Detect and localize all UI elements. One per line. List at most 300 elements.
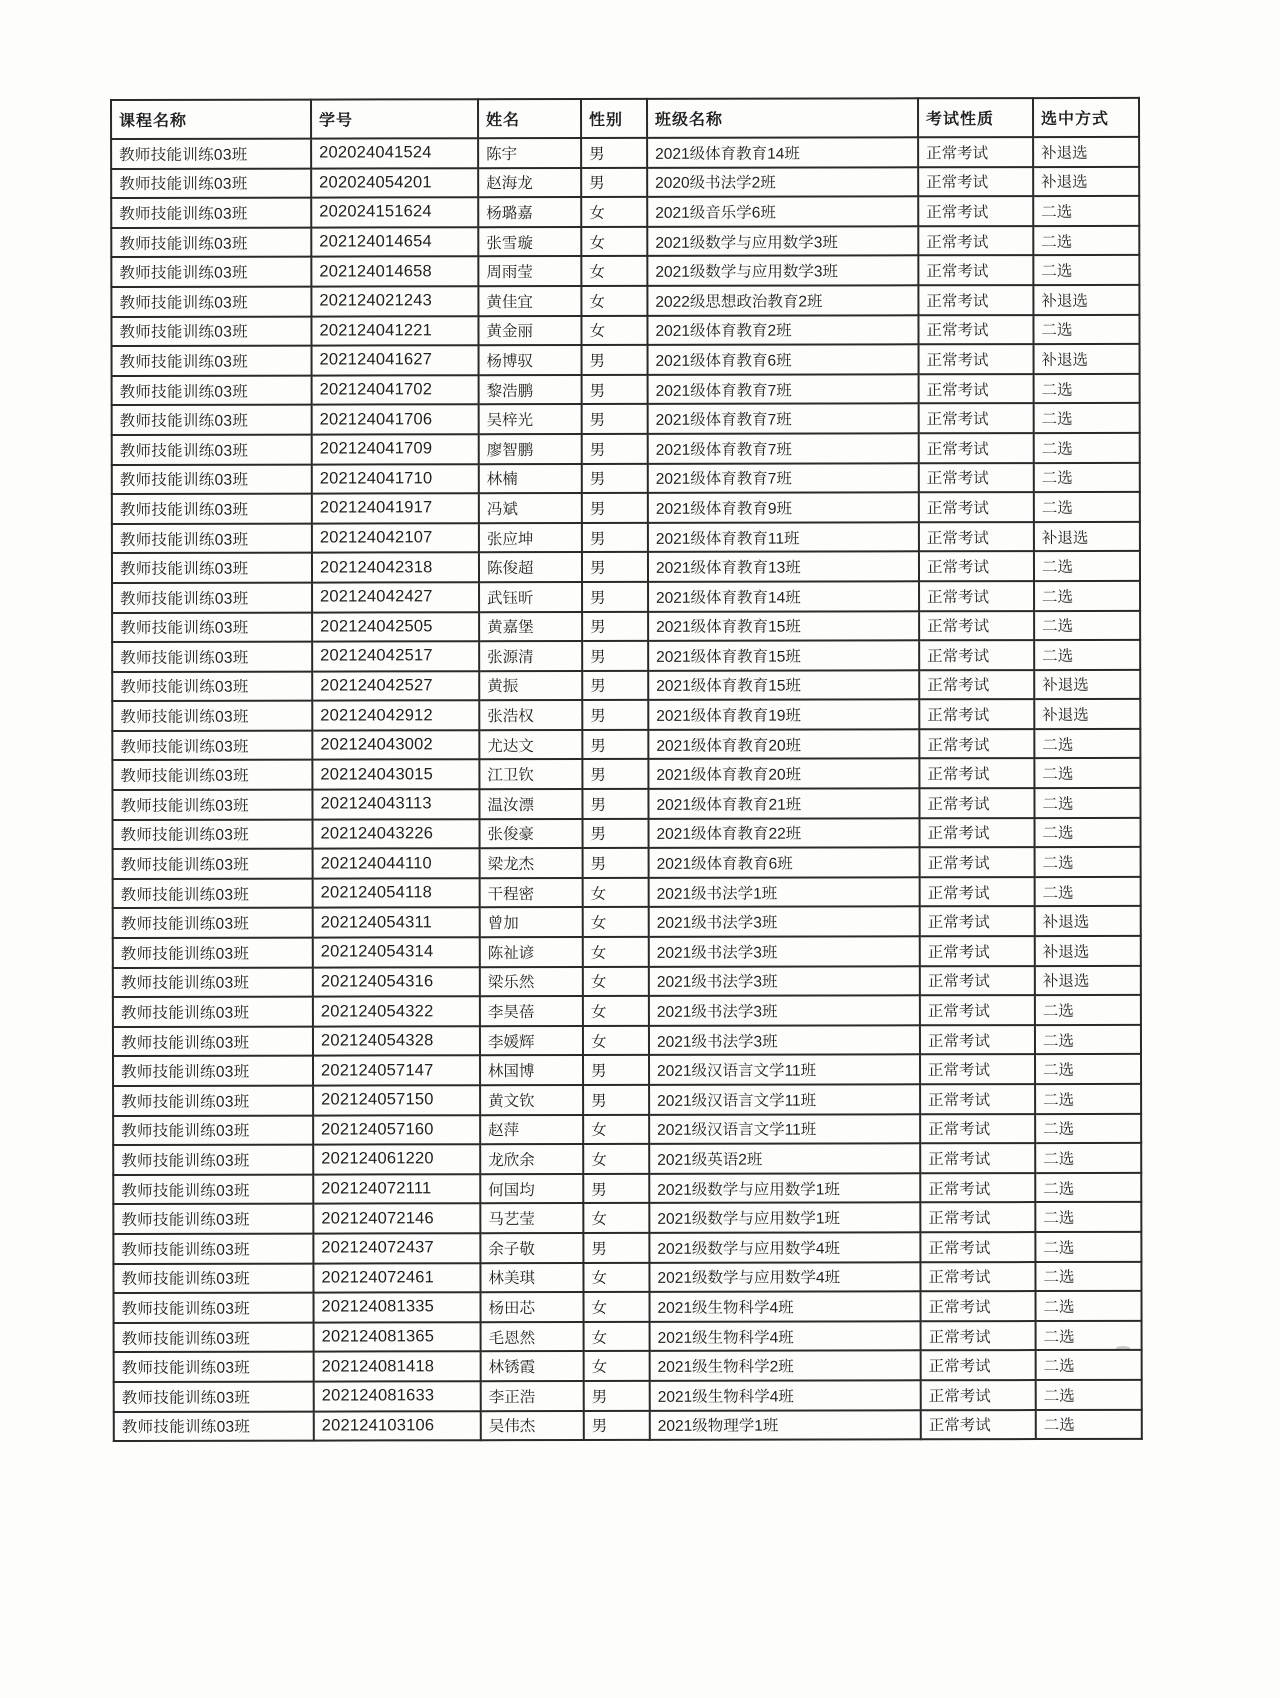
cell-student-id: 202124043113	[312, 789, 479, 819]
cell-name: 张俊豪	[480, 819, 583, 849]
cell-selection: 补退选	[1035, 906, 1141, 936]
cell-name: 余子敬	[480, 1233, 583, 1263]
table-row	[113, 1261, 1141, 1293]
cell-class-name: 2021级数学与应用数学4班	[649, 1262, 920, 1292]
cell-exam-type: 正常考试	[918, 167, 1033, 197]
cell-gender: 男	[583, 1233, 649, 1263]
cell-gender: 女	[583, 937, 649, 967]
cell-exam-type: 正常考试	[919, 699, 1034, 729]
cell-exam-type: 正常考试	[919, 729, 1034, 759]
cell-name: 黄振	[479, 671, 582, 701]
table-row	[113, 906, 1141, 938]
cell-course: 教师技能训练03班	[112, 553, 312, 583]
table-row	[111, 196, 1139, 228]
cell-selection: 二选	[1035, 817, 1141, 847]
cell-student-id: 202124054316	[313, 967, 480, 997]
cell-course: 教师技能训练03班	[112, 612, 312, 642]
cell-course: 教师技能训练03班	[113, 849, 313, 879]
cell-course: 教师技能训练03班	[113, 1145, 313, 1175]
cell-class-name: 2021级体育教育11班	[648, 522, 919, 552]
header-selection-way: 选中方式	[1033, 98, 1139, 137]
table-row	[113, 1202, 1141, 1234]
cell-gender: 女	[583, 907, 649, 937]
cell-selection: 二选	[1034, 581, 1140, 611]
cell-class-name: 2021级体育教育22班	[649, 818, 920, 848]
cell-gender: 男	[582, 759, 648, 789]
cell-name: 林美琪	[480, 1263, 583, 1293]
cell-class-name: 2021级书法学1班	[649, 877, 920, 907]
cell-course: 教师技能训练03班	[112, 494, 312, 524]
cell-gender: 男	[582, 730, 648, 760]
cell-student-id: 202124054322	[313, 996, 480, 1026]
cell-student-id: 202124042505	[312, 612, 479, 642]
cell-class-name: 2021级生物科学4班	[650, 1321, 921, 1351]
cell-name: 陈祉谚	[480, 937, 583, 967]
cell-class-name: 2021级书法学3班	[649, 936, 920, 966]
table-row	[111, 137, 1139, 169]
header-exam-type: 考试性质	[918, 98, 1033, 137]
cell-exam-type: 正常考试	[919, 551, 1034, 581]
cell-gender: 女	[583, 878, 649, 908]
cell-name: 陈宇	[478, 138, 581, 168]
cell-student-id: 202124041221	[311, 316, 478, 346]
cell-gender: 女	[583, 996, 649, 1026]
cell-class-name: 2021级数学与应用数学3班	[647, 256, 918, 286]
cell-course: 教师技能训练03班	[113, 908, 313, 938]
cell-selection: 补退选	[1034, 344, 1140, 374]
cell-exam-type: 正常考试	[919, 344, 1034, 374]
table-row	[114, 1380, 1142, 1412]
cell-gender: 女	[584, 1292, 650, 1322]
cell-student-id: 202124081418	[314, 1352, 481, 1382]
cell-exam-type: 正常考试	[921, 1380, 1036, 1410]
cell-selection: 二选	[1036, 1321, 1142, 1351]
cell-gender: 男	[582, 375, 648, 405]
cell-exam-type: 正常考试	[920, 1114, 1035, 1144]
cell-course: 教师技能训练03班	[113, 819, 313, 849]
cell-class-name: 2021级数学与应用数学3班	[647, 226, 918, 256]
header-course-name: 课程名称	[111, 100, 311, 139]
table-row	[112, 640, 1140, 672]
cell-class-name: 2022级思想政治教育2班	[647, 285, 918, 315]
cell-selection: 二选	[1036, 1380, 1142, 1410]
cell-gender: 男	[582, 552, 648, 582]
table-row	[111, 314, 1139, 346]
cell-name: 干程密	[480, 878, 583, 908]
table-row	[113, 1113, 1141, 1145]
cell-name: 林楠	[479, 464, 582, 494]
table-row	[111, 166, 1139, 198]
cell-exam-type: 正常考试	[920, 995, 1035, 1025]
table-row	[113, 817, 1141, 849]
cell-student-id: 202124041917	[312, 493, 479, 523]
cell-name: 何国均	[480, 1174, 583, 1204]
cell-selection: 二选	[1034, 788, 1140, 818]
cell-name: 黎浩鹏	[479, 375, 582, 405]
cell-gender: 女	[583, 1144, 649, 1174]
cell-class-name: 2021级体育教育14班	[647, 137, 918, 167]
cell-course: 教师技能训练03班	[112, 790, 312, 820]
cell-selection: 补退选	[1033, 285, 1139, 315]
cell-exam-type: 正常考试	[920, 1173, 1035, 1203]
cell-name: 廖智鹏	[479, 434, 582, 464]
cell-course: 教师技能训练03班	[114, 1352, 314, 1382]
cell-name: 曾加	[480, 907, 583, 937]
cell-student-id: 202124072146	[313, 1204, 480, 1234]
cell-student-id: 202124054118	[313, 878, 480, 908]
cell-class-name: 2021级书法学3班	[649, 996, 920, 1026]
cell-student-id: 202124043015	[312, 760, 479, 790]
table-row	[113, 1173, 1141, 1205]
cell-selection: 补退选	[1033, 137, 1139, 167]
cell-selection: 二选	[1035, 1143, 1141, 1173]
cell-gender: 女	[581, 197, 647, 227]
cell-name: 李媛辉	[480, 1026, 583, 1056]
cell-student-id: 202124057147	[313, 1056, 480, 1086]
cell-class-name: 2021级体育教育20班	[648, 759, 919, 789]
cell-student-id: 202124042517	[312, 641, 479, 671]
table-row	[112, 758, 1140, 790]
cell-name: 吴伟杰	[481, 1411, 584, 1441]
cell-gender: 女	[584, 1322, 650, 1352]
cell-student-id: 202124081335	[314, 1292, 481, 1322]
cell-student-id: 202124041709	[312, 434, 479, 464]
table-row	[112, 788, 1140, 820]
cell-selection: 二选	[1034, 374, 1140, 404]
cell-selection: 二选	[1035, 1261, 1141, 1291]
cell-gender: 男	[583, 848, 649, 878]
cell-selection: 二选	[1035, 847, 1141, 877]
cell-student-id: 202124043002	[312, 730, 479, 760]
table-row	[111, 285, 1139, 317]
cell-student-id: 202124072461	[313, 1263, 480, 1293]
cell-gender: 男	[582, 493, 648, 523]
cell-gender: 男	[581, 167, 647, 197]
cell-class-name: 2021级汉语言文学11班	[649, 1055, 920, 1085]
cell-course: 教师技能训练03班	[111, 287, 311, 317]
cell-name: 江卫钦	[479, 759, 582, 789]
cell-student-id: 202124054311	[313, 908, 480, 938]
cell-student-id: 202024041524	[311, 138, 478, 168]
cell-class-name: 2021级体育教育21班	[648, 788, 919, 818]
table-row	[113, 1054, 1141, 1086]
cell-student-id: 202124042427	[312, 582, 479, 612]
cell-exam-type: 正常考试	[919, 463, 1034, 493]
cell-selection: 二选	[1033, 314, 1139, 344]
exam-roster-table	[110, 97, 1143, 1442]
cell-exam-type: 正常考试	[919, 403, 1034, 433]
cell-course: 教师技能训练03班	[113, 1086, 313, 1116]
cell-gender: 男	[582, 641, 648, 671]
cell-gender: 女	[581, 256, 647, 286]
cell-gender: 男	[582, 789, 648, 819]
cell-exam-type: 正常考试	[919, 788, 1034, 818]
cell-course: 教师技能训练03班	[113, 878, 313, 908]
cell-course: 教师技能训练03班	[112, 671, 312, 701]
cell-class-name: 2021级体育教育15班	[648, 611, 919, 641]
cell-class-name: 2021级体育教育9班	[648, 492, 919, 522]
cell-student-id: 202124021243	[311, 286, 478, 316]
cell-selection: 二选	[1035, 1025, 1141, 1055]
header-name: 姓名	[478, 99, 581, 138]
cell-course: 教师技能训练03班	[113, 997, 313, 1027]
table-row	[113, 995, 1141, 1027]
cell-class-name: 2021级书法学3班	[649, 1025, 920, 1055]
cell-exam-type: 正常考试	[921, 1321, 1036, 1351]
cell-class-name: 2021级体育教育7班	[648, 433, 919, 463]
cell-exam-type: 正常考试	[919, 611, 1034, 641]
table-row	[113, 1025, 1141, 1057]
table-row	[112, 610, 1140, 642]
table-row	[113, 965, 1141, 997]
cell-class-name: 2021级体育教育13班	[648, 552, 919, 582]
cell-selection: 二选	[1035, 1113, 1141, 1143]
cell-course: 教师技能训练03班	[114, 1382, 314, 1412]
cell-selection: 二选	[1034, 610, 1140, 640]
cell-gender: 女	[583, 1114, 649, 1144]
cell-selection: 二选	[1036, 1350, 1142, 1380]
cell-name: 黄金丽	[478, 316, 581, 346]
cell-gender: 男	[582, 582, 648, 612]
cell-class-name: 2021级体育教育6班	[649, 848, 920, 878]
cell-selection: 二选	[1033, 196, 1139, 226]
cell-class-name: 2021级英语2班	[649, 1143, 920, 1173]
cell-gender: 女	[583, 1262, 649, 1292]
cell-gender: 男	[584, 1381, 650, 1411]
table-row	[113, 1232, 1141, 1264]
cell-exam-type: 正常考试	[920, 1143, 1035, 1173]
cell-class-name: 2021级体育教育7班	[648, 463, 919, 493]
cell-course: 教师技能训练03班	[113, 1115, 313, 1145]
cell-selection: 二选	[1034, 729, 1140, 759]
cell-exam-type: 正常考试	[918, 255, 1033, 285]
cell-selection: 补退选	[1035, 965, 1141, 995]
cell-selection: 补退选	[1033, 166, 1139, 196]
cell-selection: 二选	[1035, 1202, 1141, 1232]
cell-gender: 男	[583, 819, 649, 849]
cell-class-name: 2021级书法学3班	[649, 907, 920, 937]
cell-name: 张应坤	[479, 523, 582, 553]
cell-exam-type: 正常考试	[920, 966, 1035, 996]
cell-name: 林国博	[480, 1055, 583, 1085]
cell-gender: 男	[583, 1174, 649, 1204]
cell-course: 教师技能训练03班	[112, 375, 312, 405]
cell-gender: 男	[582, 434, 648, 464]
cell-exam-type: 正常考试	[920, 936, 1035, 966]
cell-student-id: 202124041627	[312, 345, 479, 375]
cell-student-id: 202124054314	[313, 937, 480, 967]
header-gender: 性别	[581, 99, 647, 138]
cell-gender: 男	[582, 611, 648, 641]
cell-exam-type: 正常考试	[919, 433, 1034, 463]
table-row	[112, 374, 1140, 406]
cell-student-id: 202124042318	[312, 553, 479, 583]
cell-course: 教师技能训练03班	[111, 139, 311, 169]
cell-gender: 女	[581, 286, 647, 316]
cell-gender: 女	[583, 1026, 649, 1056]
cell-name: 杨博驭	[479, 345, 582, 375]
cell-student-id: 202124042527	[312, 671, 479, 701]
cell-course: 教师技能训练03班	[113, 1234, 313, 1264]
cell-course: 教师技能训练03班	[113, 1174, 313, 1204]
cell-student-id: 202124043226	[313, 819, 480, 849]
cell-student-id: 202124081633	[314, 1381, 481, 1411]
cell-exam-type: 正常考试	[920, 847, 1035, 877]
cell-name: 冯斌	[479, 493, 582, 523]
cell-course: 教师技能训练03班	[111, 257, 311, 287]
cell-student-id: 202124014658	[311, 257, 478, 287]
cell-course: 教师技能训练03班	[114, 1293, 314, 1323]
cell-name: 毛恩然	[481, 1322, 584, 1352]
cell-student-id: 202124054328	[313, 1026, 480, 1056]
cell-gender: 女	[583, 966, 649, 996]
cell-course: 教师技能训练03班	[113, 938, 313, 968]
cell-student-id: 202124081365	[314, 1322, 481, 1352]
cell-gender: 女	[581, 315, 647, 345]
cell-class-name: 2021级汉语言文学11班	[649, 1114, 920, 1144]
cell-exam-type: 正常考试	[918, 315, 1033, 345]
cell-class-name: 2021级体育教育6班	[648, 344, 919, 374]
cell-class-name: 2021级体育教育15班	[648, 670, 919, 700]
table-row	[112, 403, 1140, 435]
cell-exam-type: 正常考试	[920, 1262, 1035, 1292]
cell-name: 黄佳宜	[478, 286, 581, 316]
header-student-id: 学号	[311, 99, 478, 138]
cell-class-name: 2021级体育教育19班	[648, 700, 919, 730]
cell-class-name: 2021级体育教育14班	[648, 581, 919, 611]
cell-selection: 二选	[1034, 551, 1140, 581]
header-class-name: 班级名称	[647, 98, 918, 138]
table-row	[114, 1321, 1142, 1353]
cell-gender: 女	[584, 1351, 650, 1381]
cell-student-id: 202124041702	[312, 375, 479, 405]
cell-selection: 二选	[1034, 758, 1140, 788]
cell-gender: 男	[581, 138, 647, 168]
cell-gender: 女	[581, 227, 647, 257]
cell-gender: 男	[582, 671, 648, 701]
cell-course: 教师技能训练03班	[112, 642, 312, 672]
cell-selection: 二选	[1035, 995, 1141, 1025]
cell-name: 梁乐然	[480, 967, 583, 997]
cell-course: 教师技能训练03班	[112, 523, 312, 553]
cell-exam-type: 正常考试	[920, 1291, 1035, 1321]
table-row	[112, 344, 1140, 376]
cell-exam-type: 正常考试	[920, 1025, 1035, 1055]
table-row	[113, 1084, 1141, 1116]
cell-name: 梁龙杰	[480, 848, 583, 878]
cell-selection: 补退选	[1034, 699, 1140, 729]
table-row	[112, 433, 1140, 465]
cell-course: 教师技能训练03班	[112, 464, 312, 494]
cell-name: 张雪璇	[478, 227, 581, 257]
cell-course: 教师技能训练03班	[113, 1026, 313, 1056]
cell-name: 李正浩	[481, 1381, 584, 1411]
cell-name: 赵萍	[480, 1115, 583, 1145]
cell-course: 教师技能训练03班	[114, 1322, 314, 1352]
cell-class-name: 2021级物理学1班	[650, 1410, 921, 1440]
table-row	[111, 226, 1139, 258]
cell-student-id: 202124041710	[312, 464, 479, 494]
cell-exam-type: 正常考试	[919, 374, 1034, 404]
table-row	[113, 1143, 1141, 1175]
cell-name: 杨田芯	[481, 1292, 584, 1322]
cell-gender: 男	[583, 1085, 649, 1115]
cell-exam-type: 正常考试	[918, 196, 1033, 226]
table-row	[113, 847, 1141, 879]
cell-exam-type: 正常考试	[918, 226, 1033, 256]
cell-name: 张浩权	[479, 700, 582, 730]
cell-name: 马艺莹	[480, 1203, 583, 1233]
table-row	[112, 581, 1140, 613]
cell-student-id: 202124044110	[313, 848, 480, 878]
cell-class-name: 2021级体育教育15班	[648, 640, 919, 670]
cell-name: 陈俊超	[479, 552, 582, 582]
cell-selection: 二选	[1036, 1409, 1142, 1439]
cell-course: 教师技能训练03班	[111, 198, 311, 228]
cell-selection: 二选	[1035, 1054, 1141, 1084]
cell-name: 尤达文	[479, 730, 582, 760]
table-row	[113, 936, 1141, 968]
table-row	[112, 462, 1140, 494]
cell-selection: 二选	[1034, 492, 1140, 522]
cell-selection: 二选	[1034, 462, 1140, 492]
cell-course: 教师技能训练03班	[112, 701, 312, 731]
cell-exam-type: 正常考试	[920, 1084, 1035, 1114]
cell-course: 教师技能训练03班	[112, 760, 312, 790]
table-row	[112, 551, 1140, 583]
cell-class-name: 2021级数学与应用数学4班	[649, 1232, 920, 1262]
cell-course: 教师技能训练03班	[112, 346, 312, 376]
cell-student-id: 202124061220	[313, 1144, 480, 1174]
table-row	[112, 522, 1140, 554]
table-row	[113, 877, 1141, 909]
cell-course: 教师技能训练03班	[113, 1204, 313, 1234]
cell-gender: 男	[582, 345, 648, 375]
cell-student-id: 202124042912	[312, 701, 479, 731]
cell-class-name: 2021级音乐学6班	[647, 196, 918, 226]
cell-class-name: 2021级生物科学2班	[650, 1351, 921, 1381]
cell-name: 龙欣余	[480, 1144, 583, 1174]
cell-gender: 女	[583, 1203, 649, 1233]
cell-exam-type: 正常考试	[919, 759, 1034, 789]
cell-selection: 补退选	[1035, 936, 1141, 966]
cell-class-name: 2020级书法学2班	[647, 167, 918, 197]
cell-name: 吴梓光	[479, 404, 582, 434]
cell-student-id: 202124072437	[313, 1233, 480, 1263]
cell-student-id: 202124041706	[312, 405, 479, 435]
cell-class-name: 2021级数学与应用数学1班	[649, 1203, 920, 1233]
cell-exam-type: 正常考试	[919, 492, 1034, 522]
cell-exam-type: 正常考试	[920, 818, 1035, 848]
cell-course: 教师技能训练03班	[111, 227, 311, 257]
cell-class-name: 2021级生物科学4班	[649, 1291, 920, 1321]
cell-gender: 男	[583, 1055, 649, 1085]
cell-course: 教师技能训练03班	[112, 435, 312, 465]
cell-selection: 二选	[1035, 1291, 1141, 1321]
cell-selection: 补退选	[1034, 522, 1140, 552]
cell-selection: 二选	[1035, 1084, 1141, 1114]
cell-student-id: 202124103106	[314, 1411, 481, 1441]
cell-gender: 男	[584, 1410, 650, 1440]
cell-exam-type: 正常考试	[918, 137, 1033, 167]
cell-exam-type: 正常考试	[920, 1202, 1035, 1232]
table-row	[114, 1291, 1142, 1323]
table-body	[111, 137, 1142, 1441]
cell-gender: 男	[582, 523, 648, 553]
cell-name: 黄文钦	[480, 1085, 583, 1115]
cell-name: 赵海龙	[478, 168, 581, 198]
cell-exam-type: 正常考试	[920, 1054, 1035, 1084]
